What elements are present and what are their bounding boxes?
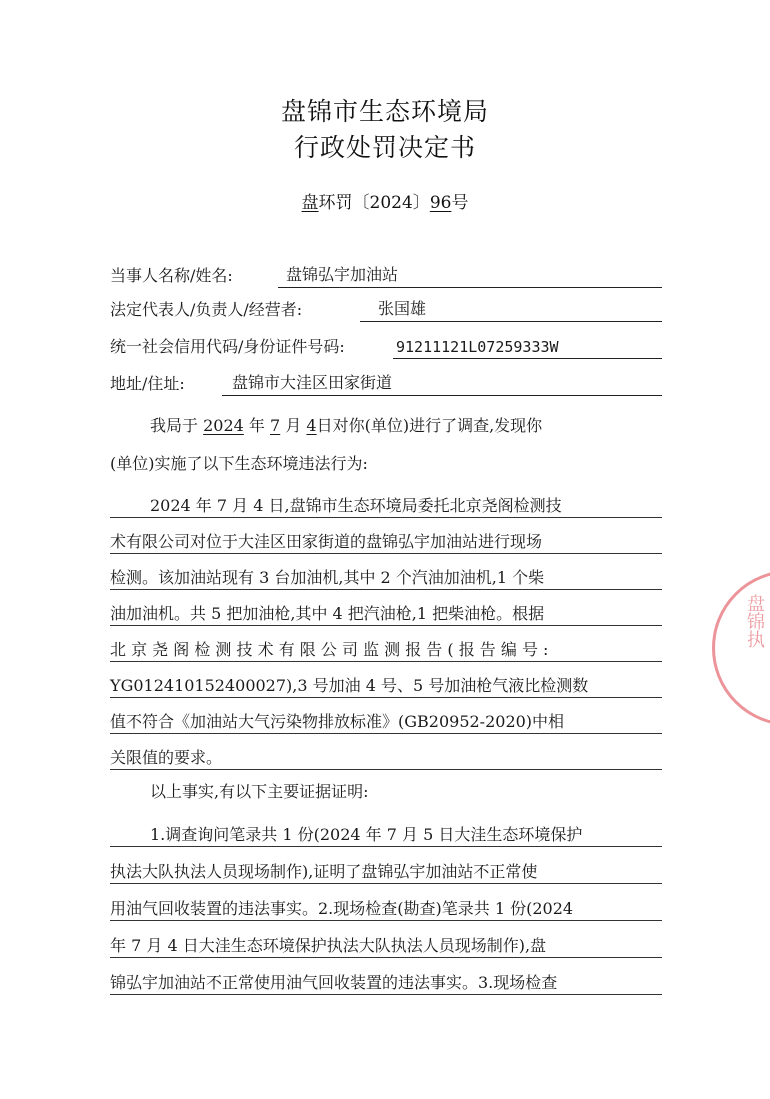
address-line bbox=[222, 395, 662, 396]
credit-code-field bbox=[110, 333, 662, 359]
violation-line bbox=[110, 664, 662, 698]
violation-line-text: 北 京 尧 阁 检 测 技 术 有 限 公 司 监 测 报 告 ( 报 告 编 号 : bbox=[110, 640, 549, 660]
representative-line bbox=[360, 321, 662, 322]
credit-code-value: 91211121L07259333W bbox=[396, 338, 559, 356]
party-name-line bbox=[278, 287, 662, 288]
intro-post: 日对你(单位)进行了调查,发现你 bbox=[316, 416, 543, 435]
violation-line-text: 术有限公司对位于大洼区田家街道的盘锦弘宇加油站进行现场 bbox=[110, 532, 543, 552]
credit-code-label: 统一社会信用代码/身份证件号码: bbox=[110, 337, 345, 356]
violation-line bbox=[110, 700, 662, 734]
credit-code-line bbox=[393, 358, 662, 359]
official-seal-text: 盘锦执 bbox=[744, 594, 765, 648]
intro-day: 4 bbox=[306, 416, 317, 435]
violation-line-text: 检测。该加油站现有 3 台加油机,其中 2 个汽油加油机,1 个柴 bbox=[110, 568, 545, 588]
doc-no-mid: 环罚〔2024〕 bbox=[318, 193, 430, 213]
doc-no-prefix: 盘 bbox=[301, 193, 319, 213]
address-value: 盘锦市大洼区田家街道 bbox=[232, 373, 393, 392]
violation-line bbox=[110, 484, 662, 518]
evidence-line-text: 执法大队执法人员现场制作),证明了盘锦弘宇加油站不正常使 bbox=[110, 862, 538, 882]
intro-line-2: (单位)实施了以下生态环境违法行为: bbox=[110, 454, 368, 473]
intro-year-unit: 年 bbox=[248, 416, 265, 435]
evidence-line-text: 年 7 月 4 日大洼生态环境保护执法大队执法人员现场制作),盘 bbox=[110, 936, 547, 956]
party-name-value: 盘锦弘宇加油站 bbox=[286, 265, 399, 284]
intro-month: 7 bbox=[270, 416, 281, 435]
violation-line-text: 2024 年 7 月 4 日,盘锦市生态环境局委托北京尧阁检测技 bbox=[150, 496, 562, 516]
intro-year: 2024 bbox=[203, 416, 244, 435]
violation-line bbox=[110, 628, 662, 662]
violation-line-text: YG012410152400027),3 号加油 4 号、5 号加油枪气液比检测数 bbox=[110, 676, 589, 696]
violation-line-text: 油加油机。共 5 把加油枪,其中 4 把汽油枪,1 把柴油枪。根据 bbox=[110, 604, 545, 624]
address-label: 地址/住址: bbox=[110, 374, 185, 393]
violation-line bbox=[110, 556, 662, 590]
agency-title: 盘锦市生态环境局 bbox=[280, 97, 489, 126]
party-name-field bbox=[110, 262, 662, 288]
evidence-line bbox=[110, 850, 662, 884]
intro-pre: 我局于 bbox=[150, 416, 199, 435]
representative-value: 张国雄 bbox=[378, 299, 427, 318]
address-field bbox=[110, 370, 662, 396]
evidence-line bbox=[110, 924, 662, 958]
document-number bbox=[0, 188, 770, 213]
evidence-intro: 以上事实,有以下主要证据证明: bbox=[150, 782, 369, 801]
evidence-line bbox=[110, 813, 662, 847]
intro-line-1 bbox=[150, 413, 702, 436]
evidence-line-text: 用油气回收装置的违法事实。2.现场检查(勘查)笔录共 1 份(2024 bbox=[110, 899, 574, 919]
intro-month-unit: 月 bbox=[285, 416, 302, 435]
evidence-line bbox=[110, 887, 662, 921]
representative-label: 法定代表人/负责人/经营者: bbox=[110, 300, 303, 319]
representative-field bbox=[110, 296, 662, 322]
document-type-title: 行政处罚决定书 bbox=[293, 133, 476, 162]
violation-line bbox=[110, 520, 662, 554]
doc-no-num: 96 bbox=[429, 193, 452, 213]
doc-no-suffix: 号 bbox=[451, 193, 469, 213]
evidence-line-text: 1.调查询问笔录共 1 份(2024 年 7 月 5 日大洼生态环境保护 bbox=[150, 825, 583, 845]
party-name-label: 当事人名称/姓名: bbox=[110, 266, 233, 285]
violation-line-text: 值不符合《加油站大气污染物排放标准》(GB20952-2020)中相 bbox=[110, 712, 565, 732]
violation-line bbox=[110, 592, 662, 626]
evidence-line bbox=[110, 961, 662, 995]
evidence-line-text: 锦弘宇加油站不正常使用油气回收装置的违法事实。3.现场检查 bbox=[110, 973, 558, 993]
violation-line bbox=[110, 736, 662, 770]
violation-line-text: 关限值的要求。 bbox=[110, 748, 223, 768]
